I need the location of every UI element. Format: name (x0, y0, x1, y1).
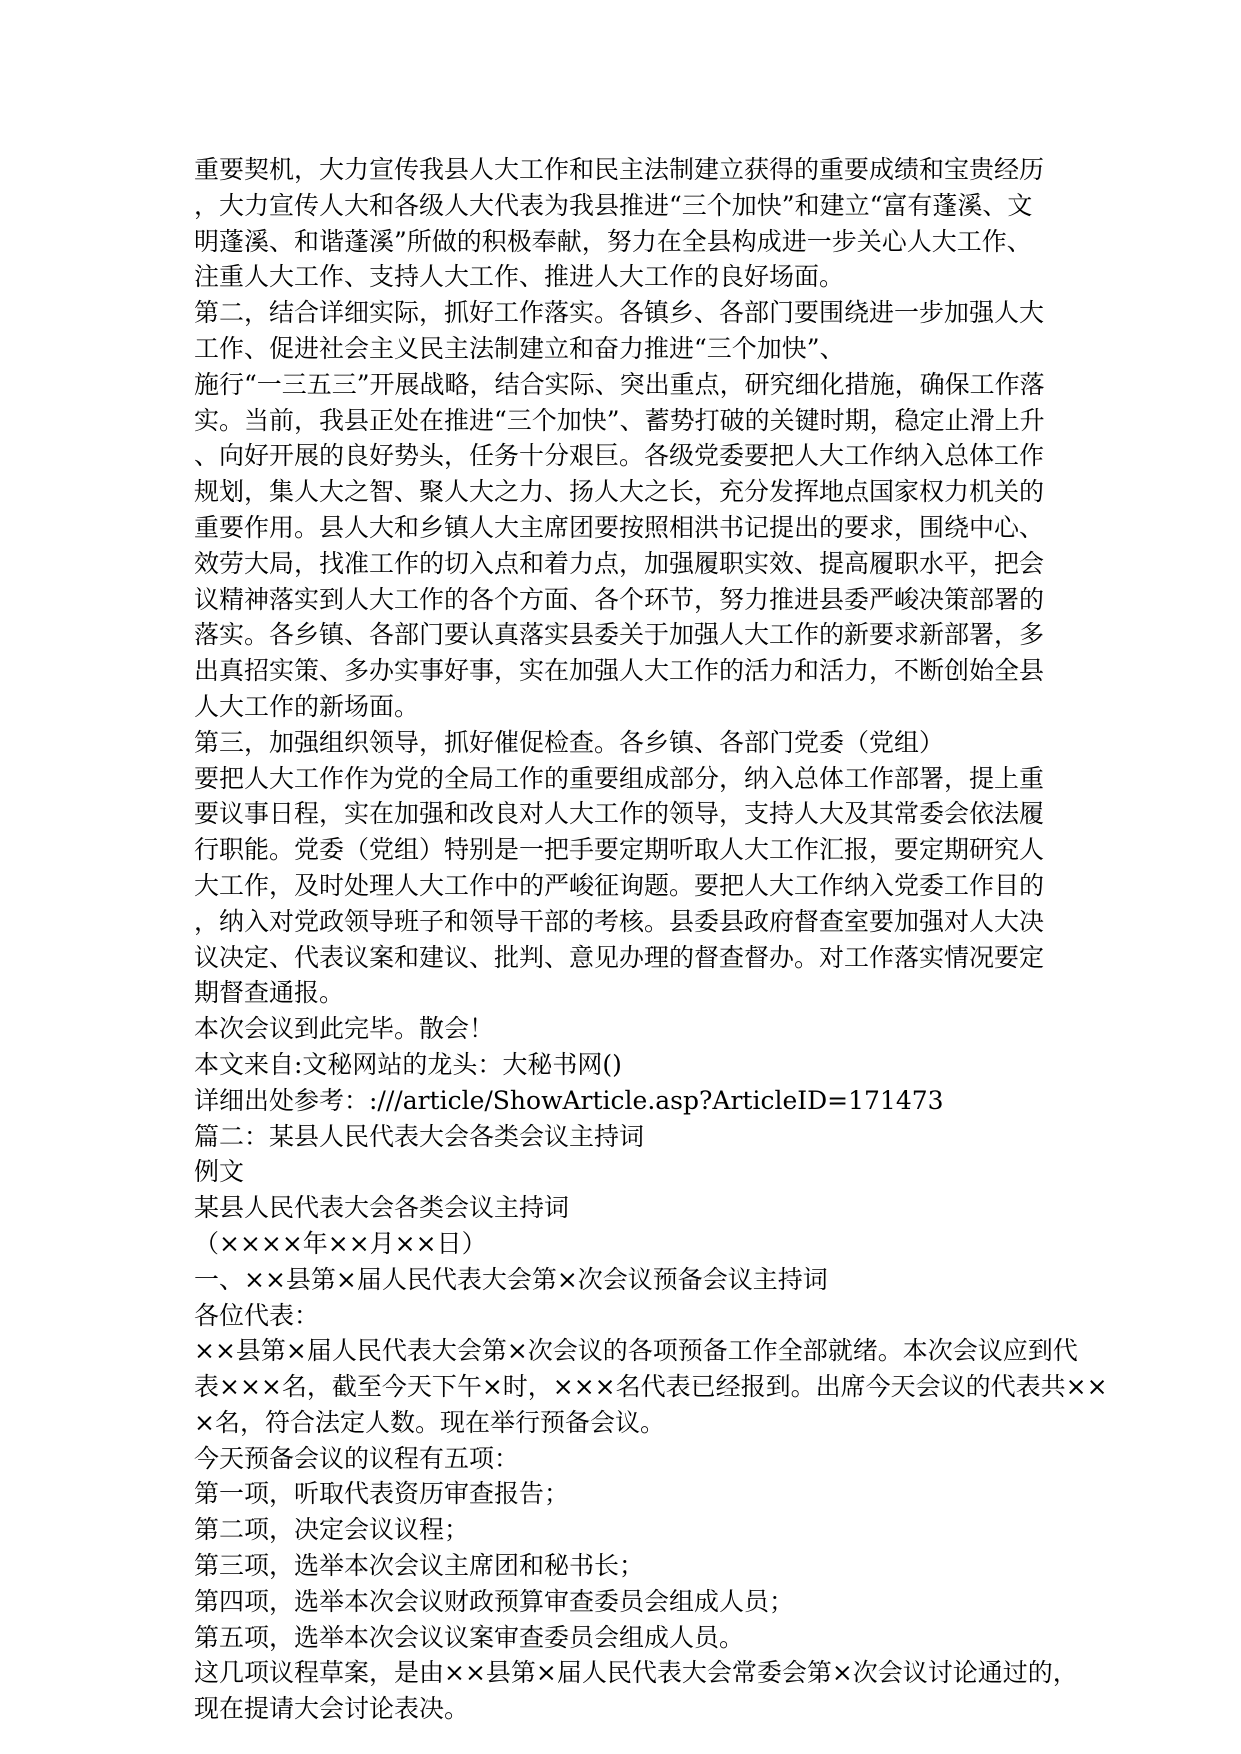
source-url-line: 详细出处参考：:///article/ShowArticle.asp?ArticleID=171473 (194, 1085, 944, 1115)
agenda-item: 第四项，选举本次会议财政预算审查委员会组成人员； (194, 1586, 795, 1616)
text-line: 要议事日程，实在加强和改良对人大工作的领导，支持人大及其常委会依法履 (194, 799, 1045, 829)
text-line: 效劳大局，找准工作的切入点和着力点，加强履职实效、提高履职水平，把会 (194, 548, 1045, 578)
text-line: 例文 (194, 1157, 245, 1187)
text-line: 大工作，及时处理人大工作中的严峻征询题。要把人大工作纳入党委工作目的 (194, 870, 1045, 900)
text-line: 议精神落实到人大工作的各个方面、各个环节，努力推进县委严峻决策部署的 (194, 584, 1045, 614)
text-line: 第三，加强组织领导，抓好催促检查。各乡镇、各部门党委（党组） (194, 727, 945, 757)
section-heading: 篇二：某县人民代表大会各类会议主持词 (194, 1121, 645, 1151)
document-title: 某县人民代表大会各类会议主持词 (194, 1193, 570, 1223)
text-line: ×名，符合法定人数。现在举行预备会议。 (194, 1407, 665, 1437)
text-line: 实。当前，我县正处在推进“三个加快”、蓄势打破的关键时期，稳定止滑上升 (194, 405, 1045, 435)
date-line: （××××年××月××日） (194, 1228, 487, 1258)
text-line: 要把人大工作作为党的全局工作的重要组成部分，纳入总体工作部署，提上重 (194, 763, 1045, 793)
text-line: ，纳入对党政领导班子和领导干部的考核。县委县政府督查室要加强对人大决 (194, 906, 1045, 936)
agenda-item: 第二项，决定会议议程； (194, 1515, 470, 1545)
text-line: 本文来自:文秘网站的龙头：大秘书网() (194, 1049, 622, 1079)
agenda-item: 第一项，听取代表资历审查报告； (194, 1479, 570, 1509)
text-line: 重要作用。县人大和乡镇人大主席团要按照相洪书记提出的要求，围绕中心、 (194, 512, 1045, 542)
text-line: 施行“一三五三”开展战略，结合实际、突出重点，研究细化措施，确保工作落 (194, 369, 1045, 399)
text-line: 出真招实策、多办实事好事，实在加强人大工作的活力和活力，不断创始全县 (194, 656, 1045, 686)
document-body (194, 152, 1108, 1727)
text-line: 各位代表： (194, 1300, 320, 1330)
text-line: 本次会议到此完毕。散会！ (194, 1014, 495, 1044)
text-line: 这几项议程草案，是由××县第×届人民代表大会常委会第×次会议讨论通过的， (194, 1658, 1078, 1688)
text-line: ××县第×届人民代表大会第×次会议的各项预备工作全部就绪。本次会议应到代 (194, 1336, 1078, 1366)
text-line: 期督查通报。 (194, 978, 345, 1008)
subsection-heading: 一、××县第×届人民代表大会第×次会议预备会议主持词 (194, 1264, 828, 1294)
text-line: 行职能。党委（党组）特别是一把手要定期听取人大工作汇报，要定期研究人 (194, 835, 1045, 865)
text-line: 规划，集人大之智、聚人大之力、扬人大之长，充分发挥地点国家权力机关的 (194, 477, 1045, 507)
text-line: 明蓬溪、和谐蓬溪”所做的积极奉献，努力在全县构成进一步关心人大工作、 (194, 226, 1032, 256)
text-line: 议决定、代表议案和建议、批判、意见办理的督查督办。对工作落实情况要定 (194, 942, 1045, 972)
text-line: 现在提请大会讨论表决。 (194, 1694, 470, 1724)
text-line: 今天预备会议的议程有五项： (194, 1443, 520, 1473)
text-line: 、向好开展的良好势头，任务十分艰巨。各级党委要把人大工作纳入总体工作 (194, 441, 1045, 471)
text-line: 注重人大工作、支持人大工作、推进人大工作的良好场面。 (194, 262, 845, 292)
text-line: 工作、促进社会主义民主法制建立和奋力推进“三个加快”、 (194, 333, 845, 363)
text-line: 重要契机，大力宣传我县人大工作和民主法制建立获得的重要成绩和宝贵经历 (194, 155, 1045, 184)
agenda-item: 第三项，选举本次会议主席团和秘书长； (194, 1551, 645, 1581)
text-line: 表×××名，截至今天下午×时，×××名代表已经报到。出席今天会议的代表共×× (194, 1372, 1108, 1402)
text-line: 落实。各乡镇、各部门要认真落实县委关于加强人大工作的新要求新部署，多 (194, 620, 1045, 650)
agenda-item: 第五项，选举本次会议议案审查委员会组成人员。 (194, 1622, 745, 1652)
text-line: 人大工作的新场面。 (194, 691, 420, 721)
text-line: ，大力宣传人大和各级人大代表为我县推进“三个加快”和建立“富有蓬溪、文 (194, 190, 1033, 220)
text-line: 第二，结合详细实际，抓好工作落实。各镇乡、各部门要围绕进一步加强人大 (194, 298, 1045, 328)
